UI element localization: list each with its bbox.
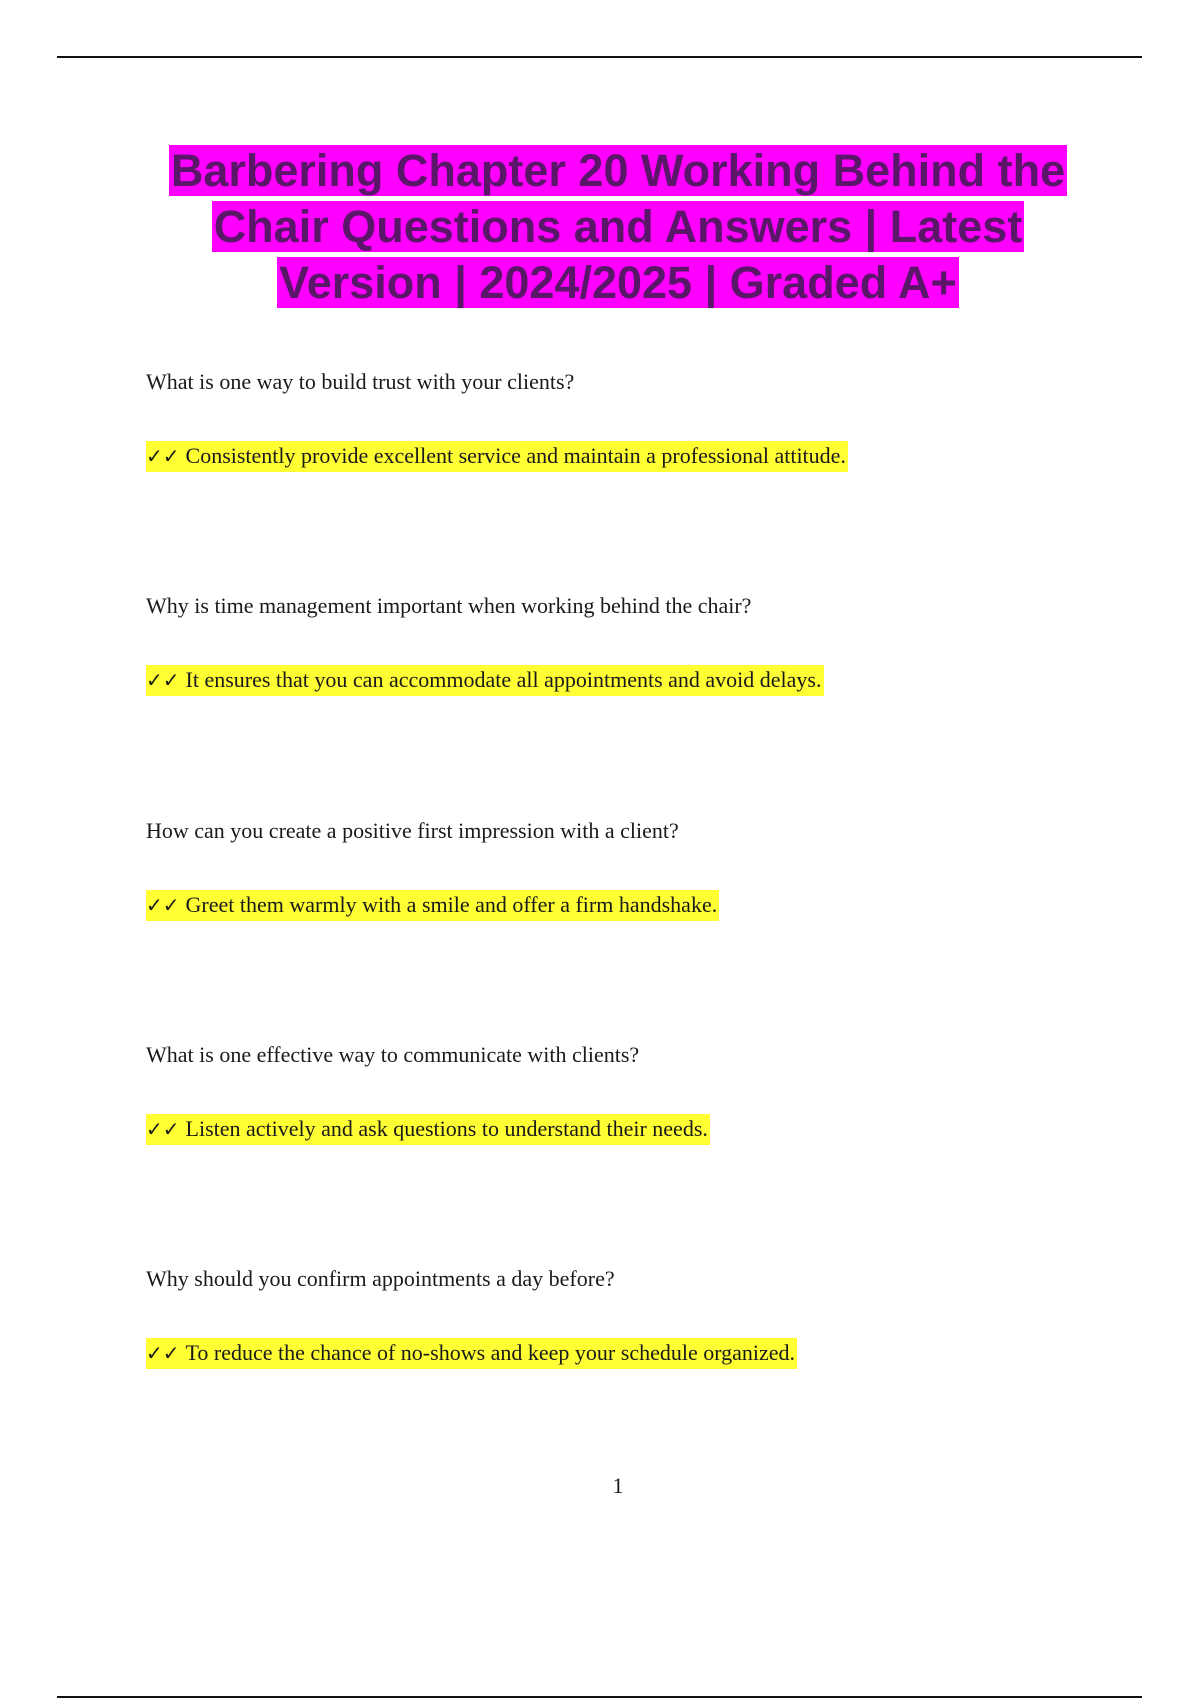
qa-item-4 [146, 1041, 1046, 1143]
check-icon: ✓✓ [146, 668, 180, 692]
footer-rule [57, 1696, 1142, 1698]
check-icon: ✓✓ [146, 1341, 180, 1365]
qa-item-5 [146, 1265, 1046, 1367]
answer [146, 666, 1046, 694]
answer-text: It ensures that you can accommodate all appointments and avoid delays. [185, 667, 822, 692]
answer [146, 891, 1046, 919]
answer [146, 442, 1046, 470]
qa-item-2 [146, 592, 1046, 694]
answer-text: Consistently provide excellent service and maintain a professional attitude. [185, 443, 846, 468]
question-text: What is one way to build trust with your clients? [146, 369, 575, 394]
check-icon: ✓✓ [146, 893, 180, 917]
question-text: Why is time management important when working behind the chair? [146, 593, 752, 618]
page-number: 1 [612, 1473, 624, 1498]
qa-item-3 [146, 817, 1046, 919]
answer-highlight [146, 665, 824, 696]
answer [146, 1115, 1046, 1143]
answer-highlight [146, 890, 719, 921]
question-text: How can you create a positive first impression with a client? [146, 818, 679, 843]
question-text: What is one effective way to communicate with clients? [146, 1042, 640, 1067]
document-title-text: Barbering Chapter 20 Working Behind the Chair Questions and Answers | Latest Version | 2024/2025 | Graded A+ [170, 145, 1066, 308]
answer-highlight [146, 441, 848, 472]
qa-item-1 [146, 368, 1046, 470]
answer-text: To reduce the chance of no-shows and keep your schedule organized. [185, 1340, 796, 1365]
answer-text: Listen actively and ask questions to understand their needs. [185, 1116, 708, 1141]
question-text: Why should you confirm appointments a day before? [146, 1266, 615, 1291]
answer-highlight [146, 1338, 797, 1369]
document-title [150, 143, 1086, 311]
check-icon: ✓✓ [146, 444, 180, 468]
header-rule [57, 56, 1142, 58]
check-icon: ✓✓ [146, 1117, 180, 1141]
answer-highlight [146, 1114, 710, 1145]
answer [146, 1339, 1046, 1367]
answer-text: Greet them warmly with a smile and offer a firm handshake. [185, 892, 718, 917]
